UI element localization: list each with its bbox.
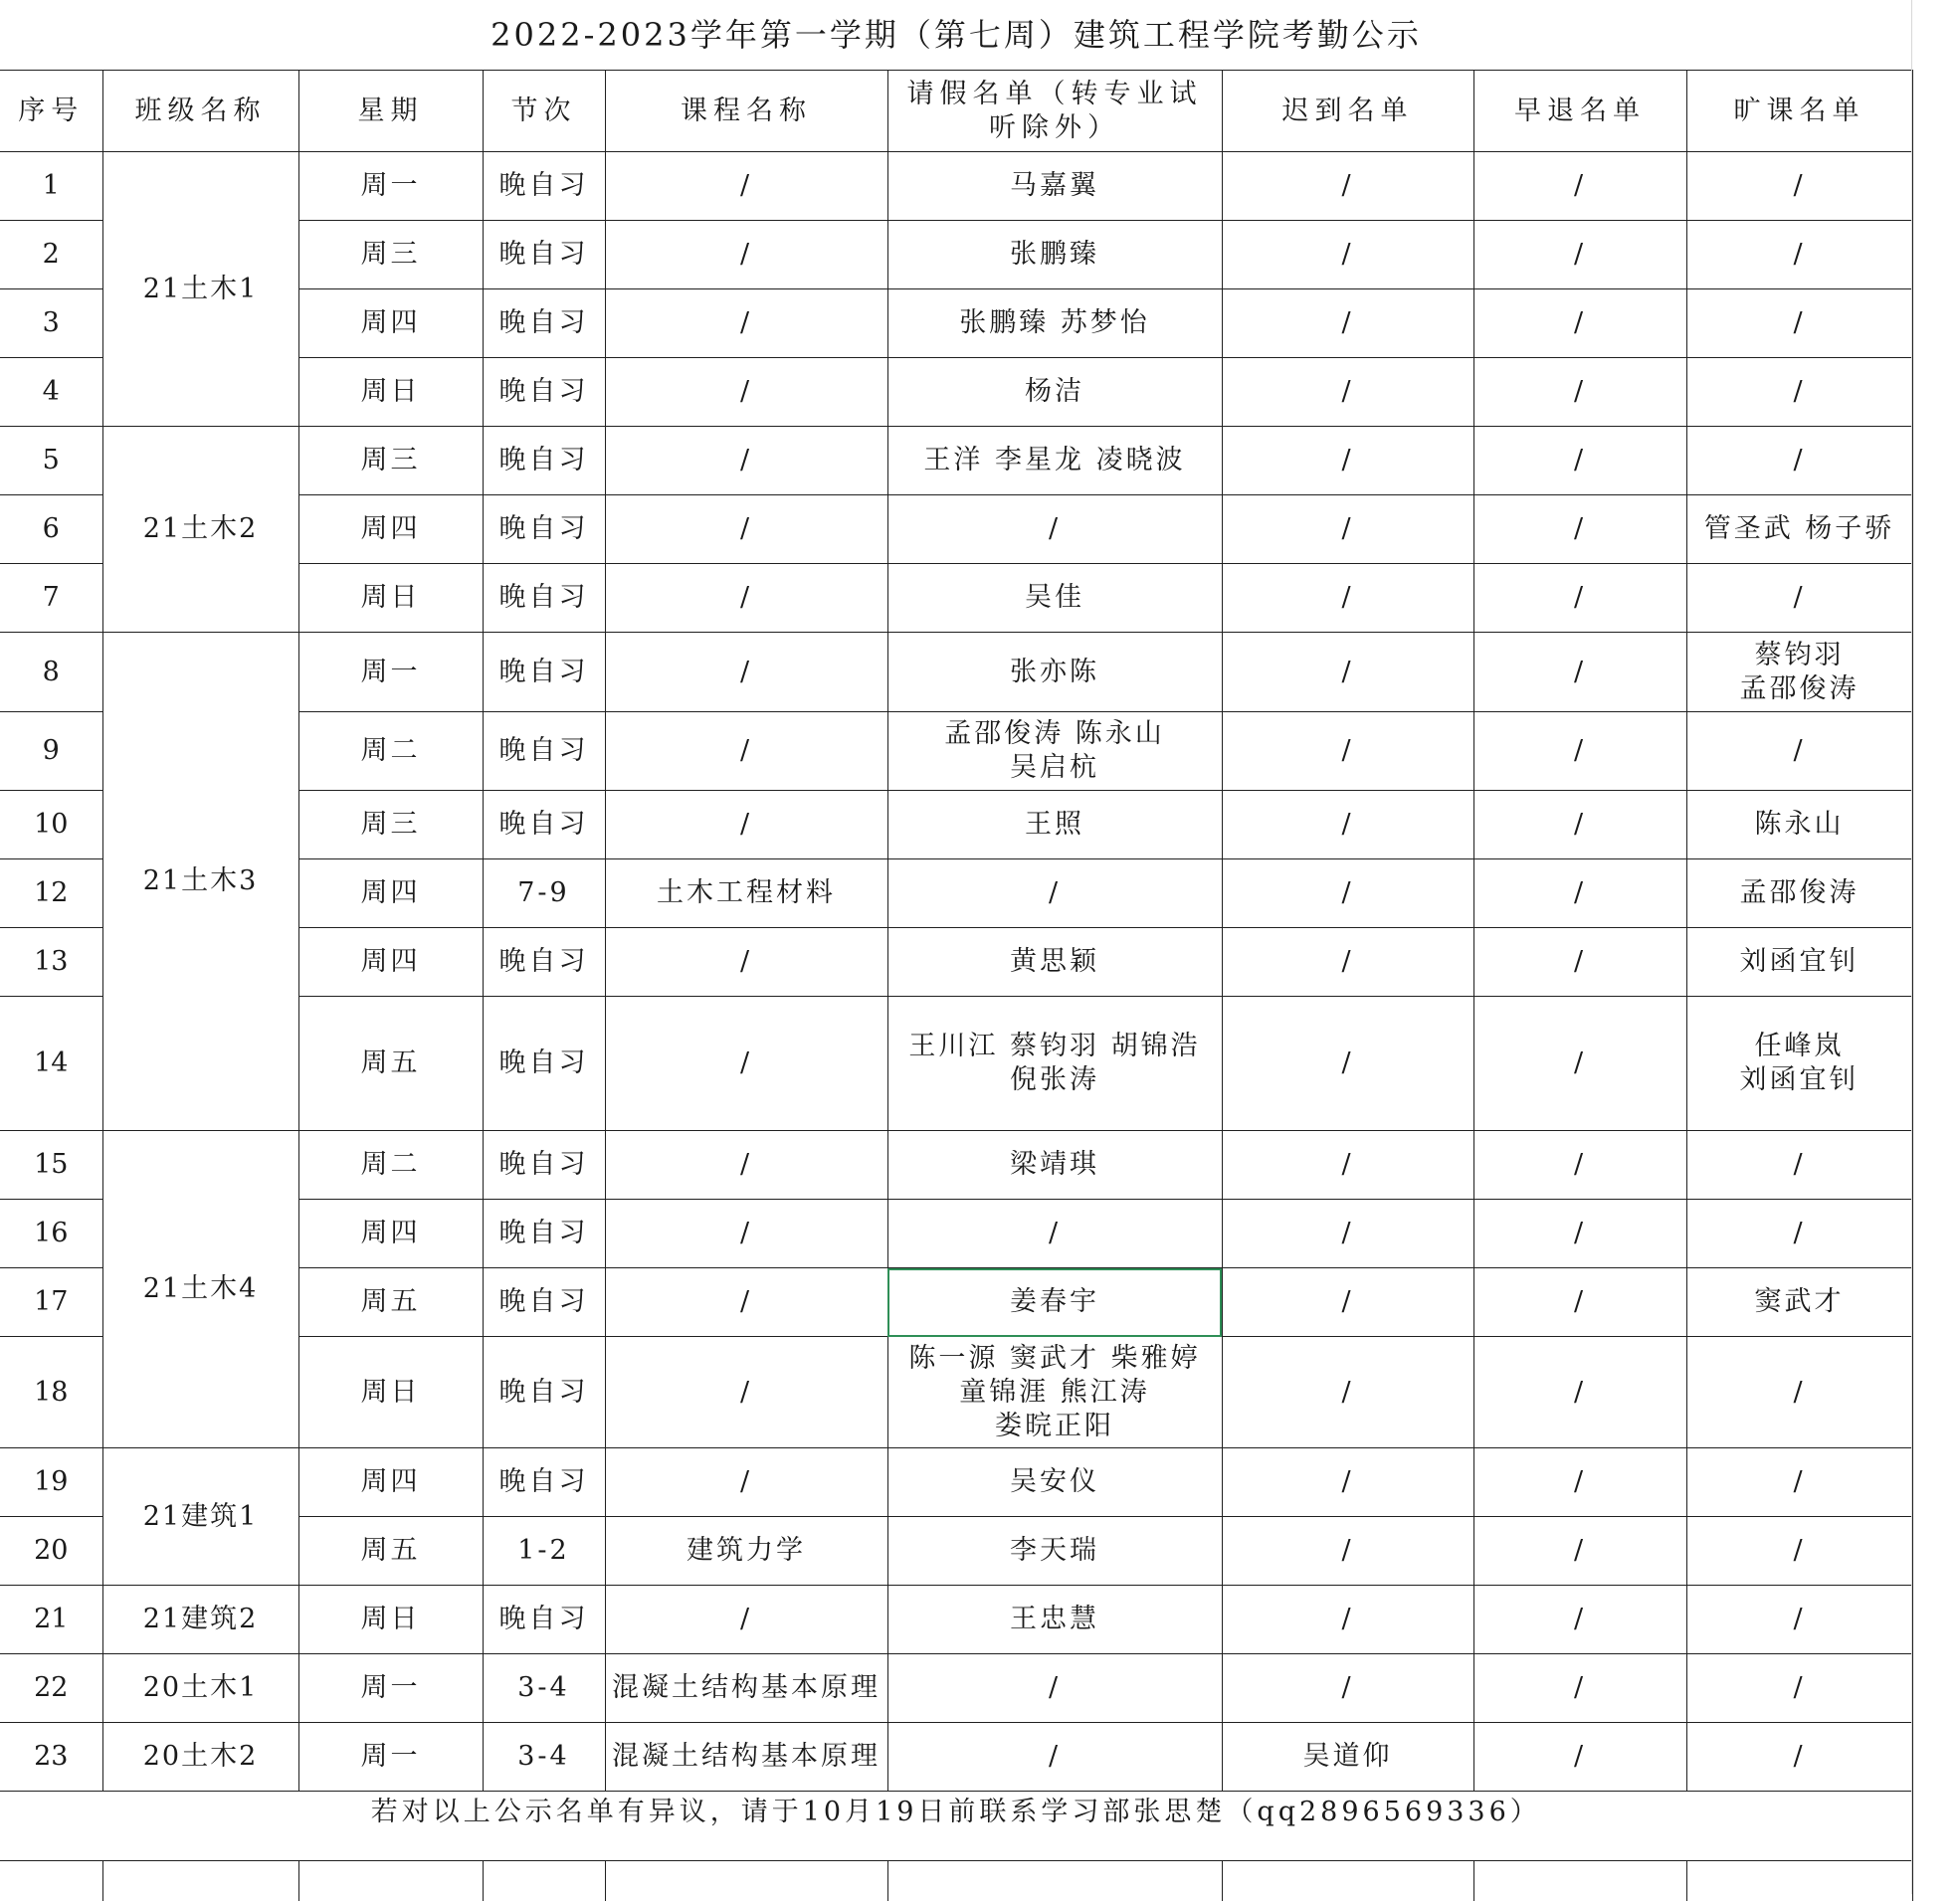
absence-list-cell[interactable] [1686, 633, 1912, 712]
leave-list-cell-line: 马嘉翼 [1010, 170, 1099, 201]
late-list-cell[interactable]: / [1222, 1268, 1473, 1337]
header-cell[interactable]: 节次 [483, 71, 605, 152]
leave-list-cell-line: 张亦陈 [1010, 656, 1099, 687]
leave-list-cell[interactable] [887, 1586, 1222, 1654]
absence-list-cell-line: / [1793, 307, 1806, 338]
weekday-cell[interactable]: 周一 [298, 152, 483, 221]
leave-list-cell-line: 姜春宇 [1010, 1286, 1099, 1317]
header-cell[interactable]: 迟到名单 [1222, 71, 1473, 152]
absence-list-cell-line: / [1793, 582, 1806, 613]
blank-cell[interactable] [298, 1861, 483, 1901]
late-list-cell[interactable]: 吴道仰 [1222, 1723, 1473, 1792]
absence-list-cell[interactable] [1686, 358, 1912, 427]
absence-list-cell[interactable] [1686, 1200, 1912, 1268]
attendance-table [0, 70, 1913, 1901]
leave-list-cell-line: 王忠慧 [1010, 1604, 1099, 1634]
early-leave-cell[interactable]: / [1473, 495, 1686, 564]
period-cell[interactable]: 晚自习 [483, 1337, 605, 1448]
course-cell[interactable]: / [605, 712, 887, 791]
early-leave-cell[interactable]: / [1473, 928, 1686, 997]
leave-list-cell-line: / [1048, 1741, 1062, 1772]
period-cell[interactable]: 晚自习 [483, 928, 605, 997]
absence-list-cell[interactable] [1686, 859, 1912, 928]
course-cell[interactable]: / [605, 152, 887, 221]
table-row [0, 152, 1912, 221]
absence-list-cell[interactable] [1686, 712, 1912, 791]
blank-cell[interactable] [605, 1861, 887, 1901]
period-cell[interactable]: 晚自习 [483, 1586, 605, 1654]
weekday-cell[interactable]: 周日 [298, 1337, 483, 1448]
course-cell[interactable]: / [605, 633, 887, 712]
leave-list-cell-line: 娄晥正阳 [995, 1410, 1114, 1441]
early-leave-cell[interactable]: / [1473, 1723, 1686, 1792]
weekday-cell[interactable]: 周日 [298, 358, 483, 427]
leave-list-cell-line: / [1048, 513, 1062, 544]
weekday-cell[interactable]: 周四 [298, 289, 483, 358]
header-cell[interactable]: 请假名单（转专业试听除外） [887, 71, 1222, 152]
leave-list-cell[interactable] [887, 564, 1222, 633]
leave-list-cell-line: / [1048, 1672, 1062, 1703]
leave-list-cell-line: 张鹏臻 [1010, 239, 1099, 270]
row-number-cell[interactable]: 3 [0, 289, 102, 358]
absence-list-cell[interactable] [1686, 564, 1912, 633]
absence-list-cell-line: 蔡钧羽 [1754, 639, 1845, 670]
late-list-cell[interactable]: / [1222, 358, 1473, 427]
absence-list-cell[interactable] [1686, 928, 1912, 997]
late-list-cell[interactable]: / [1222, 712, 1473, 791]
course-cell[interactable]: / [605, 1337, 887, 1448]
early-leave-cell[interactable]: / [1473, 1131, 1686, 1200]
absence-list-cell-line: 孟邵俊涛 [1739, 672, 1860, 704]
blank-cell[interactable] [1686, 1861, 1912, 1901]
leave-list-cell-line: 孟邵俊涛 陈永山 [944, 718, 1165, 749]
leave-list-cell[interactable] [887, 1517, 1222, 1586]
late-list-cell[interactable]: / [1222, 1337, 1473, 1448]
leave-list-cell-line: 吴安仪 [1010, 1466, 1099, 1497]
header-cell[interactable]: 星期 [298, 71, 483, 152]
table-row [0, 1586, 1912, 1654]
period-cell[interactable]: 晚自习 [483, 1448, 605, 1517]
leave-list-cell-line: 吴佳 [1025, 582, 1084, 613]
early-leave-cell[interactable]: / [1473, 427, 1686, 495]
blank-cell[interactable] [483, 1861, 605, 1901]
late-list-cell[interactable]: / [1222, 1448, 1473, 1517]
late-list-cell[interactable]: / [1222, 997, 1473, 1131]
leave-list-cell-line: 王照 [1025, 809, 1084, 840]
leave-list-cell[interactable] [887, 358, 1222, 427]
course-cell[interactable]: / [605, 289, 887, 358]
row-number-cell[interactable]: 15 [0, 1131, 102, 1200]
row-number-cell[interactable]: 19 [0, 1448, 102, 1517]
weekday-cell[interactable]: 周三 [298, 221, 483, 289]
header-cell[interactable]: 课程名称 [605, 71, 887, 152]
blank-cell[interactable] [0, 1861, 102, 1901]
early-leave-cell[interactable]: / [1473, 712, 1686, 791]
attendance-sheet [0, 70, 1912, 1901]
row-number-cell[interactable]: 6 [0, 495, 102, 564]
row-number-cell[interactable]: 4 [0, 358, 102, 427]
absence-list-cell-line: / [1793, 1218, 1806, 1248]
weekday-cell[interactable]: 周四 [298, 1200, 483, 1268]
late-list-cell[interactable]: / [1222, 221, 1473, 289]
class-name-cell[interactable]: 21土木4 [102, 1131, 298, 1448]
weekday-cell[interactable]: 周二 [298, 712, 483, 791]
header-cell[interactable]: 早退名单 [1473, 71, 1686, 152]
period-cell[interactable]: 晚自习 [483, 1131, 605, 1200]
blank-cell[interactable] [102, 1861, 298, 1901]
course-cell[interactable]: 土木工程材料 [605, 859, 887, 928]
row-number-cell[interactable]: 18 [0, 1337, 102, 1448]
row-number-cell[interactable]: 22 [0, 1654, 102, 1723]
table-row [0, 1448, 1912, 1517]
absence-list-cell-line: / [1793, 170, 1806, 201]
absence-list-cell-line: 孟邵俊涛 [1739, 877, 1860, 908]
absence-list-cell-line: / [1793, 1672, 1806, 1703]
leave-list-cell[interactable] [887, 712, 1222, 791]
weekday-cell[interactable]: 周日 [298, 1586, 483, 1654]
table-row [0, 427, 1912, 495]
absence-list-cell-line: / [1793, 376, 1806, 407]
early-leave-cell[interactable]: / [1473, 1337, 1686, 1448]
leave-list-cell[interactable] [887, 1337, 1222, 1448]
period-cell[interactable]: 晚自习 [483, 564, 605, 633]
early-leave-cell[interactable]: / [1473, 152, 1686, 221]
course-cell[interactable]: / [605, 358, 887, 427]
table-row [0, 1723, 1912, 1792]
period-cell[interactable]: 晚自习 [483, 427, 605, 495]
page-title: 2022-2023学年第一学期（第七周）建筑工程学院考勤公示 [490, 16, 1422, 54]
blank-row [0, 1861, 1912, 1901]
absence-list-cell-line: 管圣武 杨子骄 [1703, 513, 1895, 544]
class-name-cell[interactable]: 21土木1 [102, 152, 298, 427]
absence-list-cell-line: / [1793, 735, 1806, 766]
period-cell[interactable]: 3-4 [483, 1654, 605, 1723]
leave-list-cell[interactable] [887, 859, 1222, 928]
leave-list-cell[interactable] [887, 427, 1222, 495]
leave-list-cell[interactable] [887, 495, 1222, 564]
row-number-cell[interactable]: 9 [0, 712, 102, 791]
absence-list-cell[interactable] [1686, 495, 1912, 564]
late-list-cell[interactable]: / [1222, 427, 1473, 495]
leave-list-cell-line: / [1048, 877, 1062, 908]
leave-list-cell[interactable] [887, 289, 1222, 358]
course-cell[interactable]: / [605, 1268, 887, 1337]
leave-list-cell-line: 张鹏臻 苏梦怡 [959, 307, 1150, 338]
weekday-cell[interactable]: 周一 [298, 1654, 483, 1723]
row-number-cell[interactable]: 20 [0, 1517, 102, 1586]
weekday-cell[interactable]: 周三 [298, 791, 483, 859]
course-cell[interactable]: / [605, 1586, 887, 1654]
leave-list-cell-line: 陈一源 窦武才 柴雅婷 [908, 1342, 1201, 1374]
blank-cell[interactable] [1222, 1861, 1473, 1901]
weekday-cell[interactable]: 周四 [298, 495, 483, 564]
early-leave-cell[interactable]: / [1473, 633, 1686, 712]
period-cell[interactable]: 晚自习 [483, 791, 605, 859]
table-row [0, 1654, 1912, 1723]
course-cell[interactable]: 建筑力学 [605, 1517, 887, 1586]
late-list-cell[interactable]: / [1222, 1517, 1473, 1586]
leave-list-cell[interactable] [887, 1654, 1222, 1723]
course-cell[interactable]: / [605, 564, 887, 633]
course-cell[interactable]: / [605, 1131, 887, 1200]
class-name-cell[interactable]: 21建筑1 [102, 1448, 298, 1586]
row-number-cell[interactable]: 13 [0, 928, 102, 997]
late-list-cell[interactable]: / [1222, 1131, 1473, 1200]
absence-list-cell-line: 刘函宜钊 [1739, 946, 1860, 977]
late-list-cell[interactable]: / [1222, 152, 1473, 221]
late-list-cell[interactable]: / [1222, 928, 1473, 997]
course-cell[interactable]: / [605, 997, 887, 1131]
leave-list-cell[interactable] [887, 1723, 1222, 1792]
early-leave-cell[interactable]: / [1473, 1200, 1686, 1268]
blank-cell[interactable] [1473, 1861, 1686, 1901]
early-leave-cell[interactable]: / [1473, 564, 1686, 633]
leave-list-cell[interactable] [887, 152, 1222, 221]
period-cell[interactable]: 晚自习 [483, 358, 605, 427]
early-leave-cell[interactable]: / [1473, 859, 1686, 928]
weekday-cell[interactable]: 周三 [298, 427, 483, 495]
absence-list-cell[interactable] [1686, 791, 1912, 859]
late-list-cell[interactable]: / [1222, 1586, 1473, 1654]
weekday-cell[interactable]: 周四 [298, 928, 483, 997]
absence-list-cell-line: / [1793, 1149, 1806, 1180]
leave-list-cell-line: 李天瑞 [1010, 1535, 1099, 1566]
weekday-cell[interactable]: 周二 [298, 1131, 483, 1200]
absence-list-cell-line: / [1793, 239, 1806, 270]
late-list-cell[interactable]: / [1222, 791, 1473, 859]
class-name-cell[interactable]: 21建筑2 [102, 1586, 298, 1654]
leave-list-cell[interactable] [887, 221, 1222, 289]
course-cell[interactable]: / [605, 1200, 887, 1268]
period-cell[interactable]: 晚自习 [483, 1200, 605, 1268]
period-cell[interactable]: 晚自习 [483, 997, 605, 1131]
late-list-cell[interactable]: / [1222, 859, 1473, 928]
leave-list-cell[interactable] [887, 1448, 1222, 1517]
late-list-cell[interactable]: / [1222, 495, 1473, 564]
early-leave-cell[interactable]: / [1473, 1268, 1686, 1337]
late-list-cell[interactable]: / [1222, 289, 1473, 358]
row-number-cell[interactable]: 12 [0, 859, 102, 928]
period-cell[interactable]: 晚自习 [483, 712, 605, 791]
weekday-cell[interactable]: 周日 [298, 564, 483, 633]
absence-list-cell[interactable] [1686, 1517, 1912, 1586]
absence-list-cell-line: / [1793, 1466, 1806, 1497]
late-list-cell[interactable]: / [1222, 1200, 1473, 1268]
period-cell[interactable]: 晚自习 [483, 1268, 605, 1337]
early-leave-cell[interactable]: / [1473, 791, 1686, 859]
late-list-cell[interactable]: / [1222, 633, 1473, 712]
leave-list-cell[interactable] [887, 1268, 1222, 1337]
row-number-cell[interactable]: 5 [0, 427, 102, 495]
absence-list-cell-line: 刘函宜钊 [1739, 1064, 1860, 1095]
course-cell[interactable]: / [605, 928, 887, 997]
period-cell[interactable]: 晚自习 [483, 221, 605, 289]
weekday-cell[interactable]: 周四 [298, 859, 483, 928]
row-number-cell[interactable]: 10 [0, 791, 102, 859]
leave-list-cell-line: 杨洁 [1025, 376, 1084, 407]
row-number-cell[interactable]: 16 [0, 1200, 102, 1268]
course-cell[interactable]: / [605, 791, 887, 859]
early-leave-cell[interactable]: / [1473, 358, 1686, 427]
absence-list-cell-line: / [1793, 445, 1806, 475]
early-leave-cell[interactable]: / [1473, 289, 1686, 358]
header-cell[interactable]: 序号 [0, 71, 102, 152]
row-number-cell[interactable]: 17 [0, 1268, 102, 1337]
weekday-cell[interactable]: 周五 [298, 1517, 483, 1586]
class-name-cell[interactable]: 21土木3 [102, 633, 298, 1131]
course-cell[interactable]: 混凝土结构基本原理 [605, 1723, 887, 1792]
weekday-cell[interactable]: 周五 [298, 1268, 483, 1337]
early-leave-cell[interactable]: / [1473, 1448, 1686, 1517]
table-body [0, 152, 1912, 1792]
notice-text[interactable]: 若对以上公示名单有异议，请于10月19日前联系学习部张思楚（qq2896569336） [0, 1792, 1912, 1861]
absence-list-cell[interactable] [1686, 997, 1912, 1131]
early-leave-cell[interactable]: / [1473, 1654, 1686, 1723]
notice-row [0, 1792, 1912, 1861]
row-number-cell[interactable]: 8 [0, 633, 102, 712]
row-number-cell[interactable]: 1 [0, 152, 102, 221]
leave-list-cell-line: 王洋 李星龙 凌晓波 [923, 445, 1186, 475]
absence-list-cell[interactable] [1686, 1337, 1912, 1448]
absence-list-cell-line: / [1793, 1741, 1806, 1772]
leave-list-cell[interactable] [887, 633, 1222, 712]
early-leave-cell[interactable]: / [1473, 997, 1686, 1131]
early-leave-cell[interactable]: / [1473, 1517, 1686, 1586]
period-cell[interactable]: 3-4 [483, 1723, 605, 1792]
course-cell[interactable]: / [605, 495, 887, 564]
row-number-cell[interactable]: 21 [0, 1586, 102, 1654]
period-cell[interactable]: 晚自习 [483, 152, 605, 221]
header-row [0, 71, 1912, 152]
leave-list-cell-line: 倪张涛 [1010, 1064, 1099, 1095]
weekday-cell[interactable]: 周四 [298, 1448, 483, 1517]
row-number-cell[interactable]: 7 [0, 564, 102, 633]
absence-list-cell-line: / [1793, 1376, 1806, 1408]
period-cell[interactable]: 晚自习 [483, 495, 605, 564]
header-cell[interactable]: 旷课名单 [1686, 71, 1912, 152]
absence-list-cell[interactable] [1686, 1448, 1912, 1517]
table-row [0, 1131, 1912, 1200]
course-cell[interactable]: / [605, 221, 887, 289]
class-name-cell[interactable]: 20土木2 [102, 1723, 298, 1792]
period-cell[interactable]: 晚自习 [483, 633, 605, 712]
absence-list-cell[interactable] [1686, 1654, 1912, 1723]
absence-list-cell-line: / [1793, 1604, 1806, 1634]
absence-list-cell[interactable] [1686, 1268, 1912, 1337]
leave-list-cell[interactable] [887, 928, 1222, 997]
header-cell[interactable]: 班级名称 [102, 71, 298, 152]
absence-list-cell-line: 窦武才 [1754, 1286, 1845, 1317]
blank-cell[interactable] [887, 1861, 1222, 1901]
absence-list-cell[interactable] [1686, 289, 1912, 358]
leave-list-cell-line: 黄思颖 [1010, 946, 1099, 977]
class-name-cell[interactable]: 21土木2 [102, 427, 298, 633]
absence-list-cell[interactable] [1686, 1586, 1912, 1654]
leave-list-cell[interactable] [887, 997, 1222, 1131]
leave-list-cell[interactable] [887, 791, 1222, 859]
leave-list-cell-line: / [1048, 1218, 1062, 1248]
absence-list-cell-line: 任峰岚 [1754, 1031, 1845, 1061]
sheet-edge-line [1911, 0, 1912, 1894]
weekday-cell[interactable]: 周五 [298, 997, 483, 1131]
absence-list-cell[interactable] [1686, 1131, 1912, 1200]
early-leave-cell[interactable]: / [1473, 221, 1686, 289]
early-leave-cell[interactable]: / [1473, 1586, 1686, 1654]
class-name-cell[interactable]: 20土木1 [102, 1654, 298, 1723]
leave-list-cell-line: 童锦涯 熊江涛 [959, 1376, 1150, 1408]
period-cell[interactable]: 7-9 [483, 859, 605, 928]
period-cell[interactable]: 1-2 [483, 1517, 605, 1586]
absence-list-cell-line: 陈永山 [1754, 809, 1845, 840]
table-row [0, 633, 1912, 712]
course-cell[interactable]: 混凝土结构基本原理 [605, 1654, 887, 1723]
weekday-cell[interactable]: 周一 [298, 633, 483, 712]
leave-list-cell[interactable] [887, 1131, 1222, 1200]
leave-list-cell[interactable] [887, 1200, 1222, 1268]
leave-list-cell-line: 梁靖琪 [1010, 1149, 1099, 1180]
weekday-cell[interactable]: 周一 [298, 1723, 483, 1792]
late-list-cell[interactable]: / [1222, 1654, 1473, 1723]
course-cell[interactable]: / [605, 427, 887, 495]
absence-list-cell[interactable] [1686, 1723, 1912, 1792]
late-list-cell[interactable]: / [1222, 564, 1473, 633]
absence-list-cell-line: / [1793, 1535, 1806, 1566]
leave-list-cell-line: 吴启杭 [1010, 752, 1099, 783]
leave-list-cell-line: 王川江 蔡钧羽 胡锦浩 [908, 1031, 1201, 1061]
row-number-cell[interactable]: 2 [0, 221, 102, 289]
absence-list-cell[interactable] [1686, 221, 1912, 289]
period-cell[interactable]: 晚自习 [483, 289, 605, 358]
course-cell[interactable]: / [605, 1448, 887, 1517]
row-number-cell[interactable]: 14 [0, 997, 102, 1131]
row-number-cell[interactable]: 23 [0, 1723, 102, 1792]
absence-list-cell[interactable] [1686, 152, 1912, 221]
absence-list-cell[interactable] [1686, 427, 1912, 495]
